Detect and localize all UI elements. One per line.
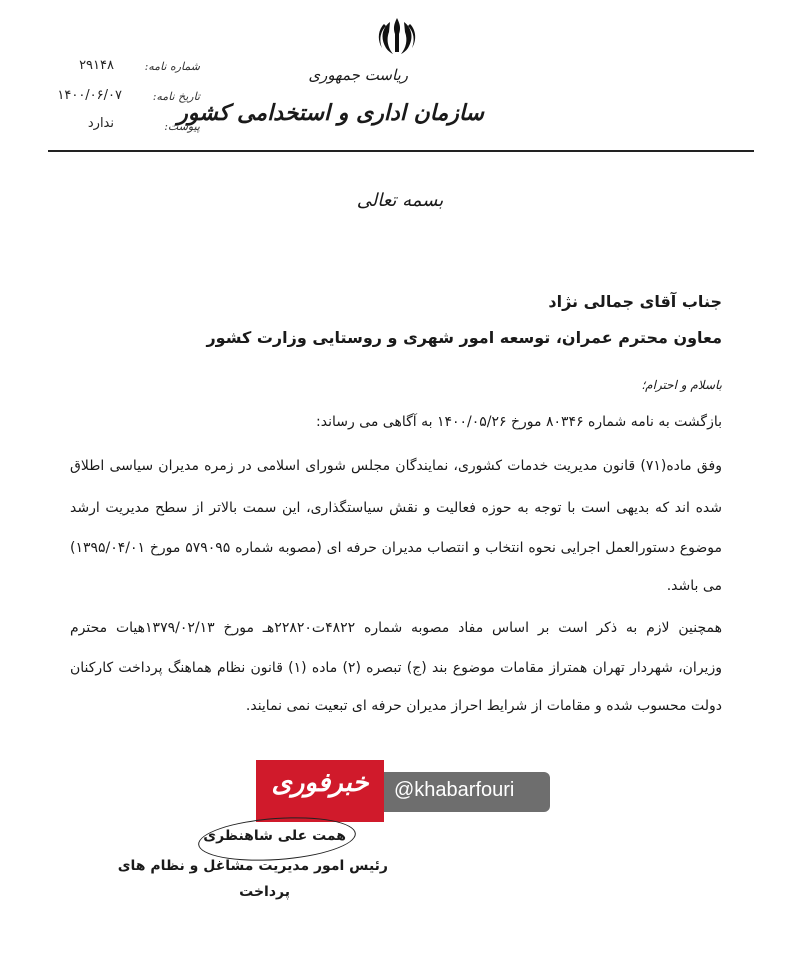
iran-emblem-icon: [374, 14, 420, 60]
body-line-2: وفق ماده(۷۱) قانون مدیریت خدمات کشوری، نمایندگان مجلس شورای اسلامی در زمره مدیران سیاسی اطلاق: [70, 458, 722, 474]
signer-role-line-2: پرداخت: [239, 884, 290, 900]
recipient-name: جناب آقای جمالی نژاد: [548, 292, 722, 311]
watermark-brand-text: خبرفوری: [271, 768, 369, 798]
body-line-7: وزیران، شهردار تهران همتراز مقامات موضوع بند (ج) تبصره (۲) ماده (۱) قانون نظام هماهنگ پرداخت کارکنان: [70, 660, 722, 676]
header-divider: [48, 150, 754, 152]
attachment-label: پیوست:: [164, 120, 200, 133]
letter-date-value: ۱۴۰۰/۰۶/۰۷: [57, 88, 122, 103]
bismillah-heading: بسمه تعالی: [356, 190, 444, 211]
greeting: باسلام و احترام؛: [641, 378, 722, 392]
body-line-4: موضوع دستورالعمل اجرایی نحوه انتخاب و انتصاب مدیران حرفه ای (مصوبه شماره ۵۷۹۰۹۵ مورخ ۱۳۹۵/۰۴/۰۱): [70, 540, 722, 556]
letter-number-value: ۲۹۱۴۸: [79, 58, 114, 73]
body-line-3: شده اند که بدیهی است با توجه به حوزه فعالیت و نقش سیاستگذاری، این سمت بالاتر از سطح مدیریت ارشد: [70, 500, 722, 516]
body-line-1: بازگشت به نامه شماره ۸۰۳۴۶ مورخ ۱۴۰۰/۰۵/۲۶ به آگاهی می رساند:: [316, 414, 722, 430]
body-line-8: دولت محسوب شده و مقامات از شرایط احراز مدیران حرفه ای تبعیت نمی نمایند.: [245, 698, 722, 714]
letter-number-label: شماره نامه:: [144, 60, 200, 73]
attachment-value: ندارد: [87, 116, 114, 131]
body-line-6: همچنین لازم به ذکر است بر اساس مفاد مصوبه شماره ۴۸۲۲ت۲۲۸۲۰هـ مورخ ۱۳۷۹/۰۲/۱۳هیات محترم: [70, 620, 722, 636]
letter-date-label: تاریخ نامه:: [152, 90, 200, 103]
recipient-title: معاون محترم عمران، توسعه امور شهری و روستایی وزارت کشور: [206, 328, 722, 347]
org-subtitle: ریاست جمهوری: [308, 66, 408, 84]
org-title: سازمان اداری و استخدامی کشور: [177, 100, 484, 126]
body-line-5: می باشد.: [666, 578, 722, 594]
watermark-handle: @khabarfouri: [394, 779, 515, 801]
signer-role-line-1: رئیس امور مدیریت مشاغل و نظام های: [117, 858, 388, 874]
signer-name: همت علی شاهنظری: [203, 828, 346, 844]
